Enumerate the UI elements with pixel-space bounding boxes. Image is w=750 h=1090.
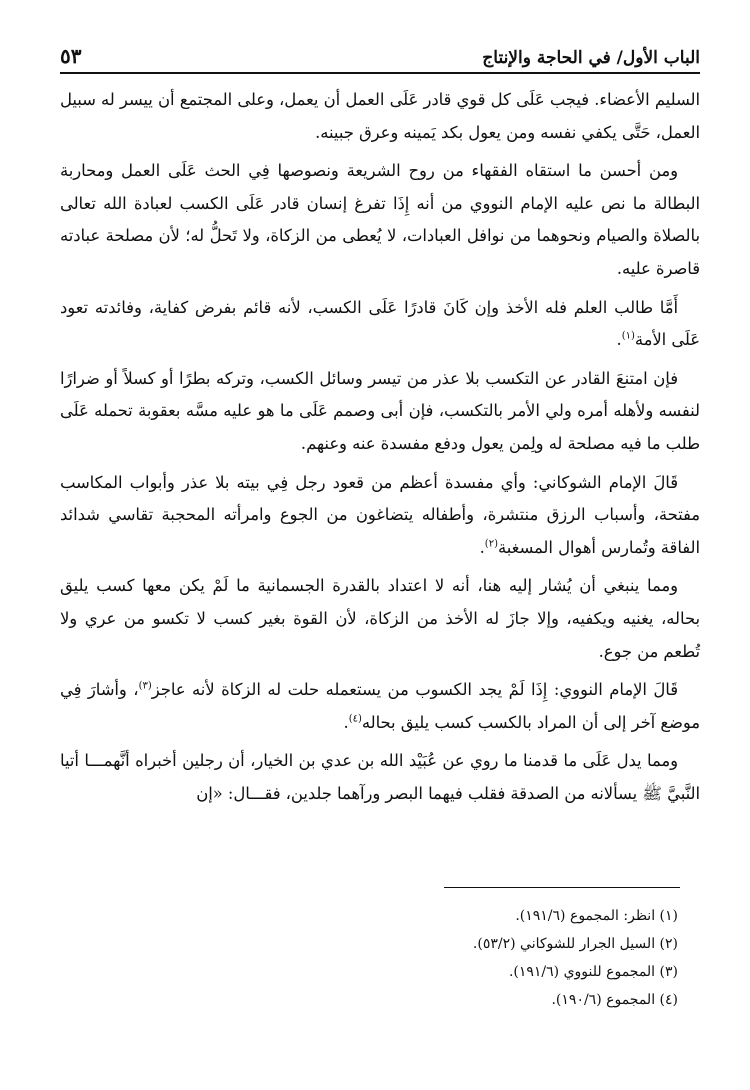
- paragraph-text: قَالَ الإمام الشوكاني: وأي مفسدة أعظم من قعود رجل فِي بيته بلا عذر وأبواب المكاسب مفتحة، وأسباب الرزق منتشرة، وأطفاله يتضاغون من الجوع وامرأته المحجبة تقاسي شدائد الفاقة وتُمارس أهوال المسغبة: [60, 472, 700, 557]
- footnote-ref[interactable]: (٣): [138, 680, 152, 692]
- paragraph: فإن امتنعَ القادر عن التكسب بلا عذر من تيسر وسائل الكسب، وتركه بطرًا أو كسلاً أو ضرارًا لنفسه ولأهله أمره ولي الأمر بالتكسب، فإن أبى وصمم عَلَى ما هو عليه مسَّه بعقوبة تحمله عَلَى طلب ما فيه مصلحة له ولِمن يعول ودفع مفسدة عنه وعنهم.: [60, 368, 700, 453]
- footnote-ref[interactable]: (٢): [484, 538, 498, 550]
- footnote-ref[interactable]: (١): [621, 330, 635, 342]
- paragraph-text: أَمَّا طالب العلم فله الأخذ وإن كَانَ قادرًا عَلَى الكسب، لأنه قائم بفرض كفاية، وفائدته تعود عَلَى الأمة: [60, 297, 700, 350]
- running-header: [60, 44, 700, 74]
- footnote: (٤) المجموع (١٩٠/٦).: [551, 992, 678, 1008]
- paragraph: قَالَ الإمام الشوكاني: وأي مفسدة أعظم من قعود رجل فِي بيته بلا عذر وأبواب المكاسب مفتحة، وأسباب الرزق منتشرة، وأطفاله يتضاغون من الجوع وامرأته المحجبة تقاسي شدائد الفاقة وتُمارس أهوال المسغبة$^{(٢)}$.: [60, 472, 700, 557]
- page: [60, 44, 700, 816]
- body-text: [60, 84, 700, 810]
- paragraph: ومن أحسن ما استقاه الفقهاء من روح الشريعة ونصوصها فِي الحث عَلَى العمل ومحاربة البطالة ما نص عليه الإمام النووي من أنه إِذَا تفرغ إنسان قادر عَلَى الكسب لعبادة الله تعالى بالصلاة والصيام ونحوهما من نوافل العبادات، لا يُعطى من الزكاة، ولا تَحلُّ له؛ لأن مصلحة عبادته قاصرة عليه.: [60, 161, 700, 278]
- paragraph: ومما يدل عَلَى ما قدمنا ما روي عن عُبَيْد الله بن عدي بن الخيار، أن رجلين أخبراه أنَّهمـــا أتيا النَّبيَّ ﷺ يسألانه من الصدقة فقلب فيهما البصر ورآهما جلدين، فقـــال: «إن: [60, 751, 700, 803]
- paragraph: قَالَ الإمام النووي: إِذَا لَمْ يجد الكسوب من يستعمله حلت له الزكاة لأنه عاجز$^{(٣)}$، وأشارَ فِي موضع آخر إلى أن المراد بالكسب كسب يليق بحاله$^{(٤)}$.: [60, 680, 700, 732]
- chapter-title: الباب الأول/ في الحاجة والإنتاج: [482, 48, 700, 68]
- paragraph: ومما ينبغي أن يُشار إليه هنا، أنه لا اعتداد بالقدرة الجسمانية ما لَمْ يكن معها كسب يليق بحاله، يغنيه ويكفيه، وإلا جازَ له الأخذ من الزكاة، لأن القوة بغير كسب لا تكسو من عري ولا تُطعم من جوع.: [60, 576, 700, 661]
- paragraph-text: ، وأشارَ فِي موضع آخر إلى أن المراد بالكسب كسب يليق بحاله: [60, 680, 700, 732]
- footnote: (٢) السيل الجرار للشوكاني (٥٣/٢).: [472, 936, 678, 952]
- footnotes: [60, 902, 680, 1014]
- footnote-ref[interactable]: (٤): [348, 713, 362, 725]
- paragraph: أَمَّا طالب العلم فله الأخذ وإن كَانَ قادرًا عَلَى الكسب، لأنه قائم بفرض كفاية، وفائدته تعود عَلَى الأمة$^{(١)}$.: [60, 297, 700, 350]
- footnote: (١) انظر: المجموع (١٩١/٦).: [515, 908, 678, 924]
- paragraph-text: قَالَ الإمام النووي: إِذَا لَمْ يجد الكسوب من يستعمله حلت له الزكاة لأنه عاجز: [151, 680, 679, 700]
- footnote-divider: [444, 887, 680, 888]
- page-number: ٥٣: [60, 44, 82, 68]
- footnote: (٣) المجموع للنووي (١٩١/٦).: [508, 964, 678, 980]
- paragraph: السليم الأعضاء. فيجب عَلَى كل قوي قادر عَلَى العمل أن يعمل، وعلى المجتمع أن ييسر له سبيل العمل، حَتَّى يكفي نفسه ومن يعول بكد يَمينه وعرق جبينه.: [60, 90, 700, 142]
